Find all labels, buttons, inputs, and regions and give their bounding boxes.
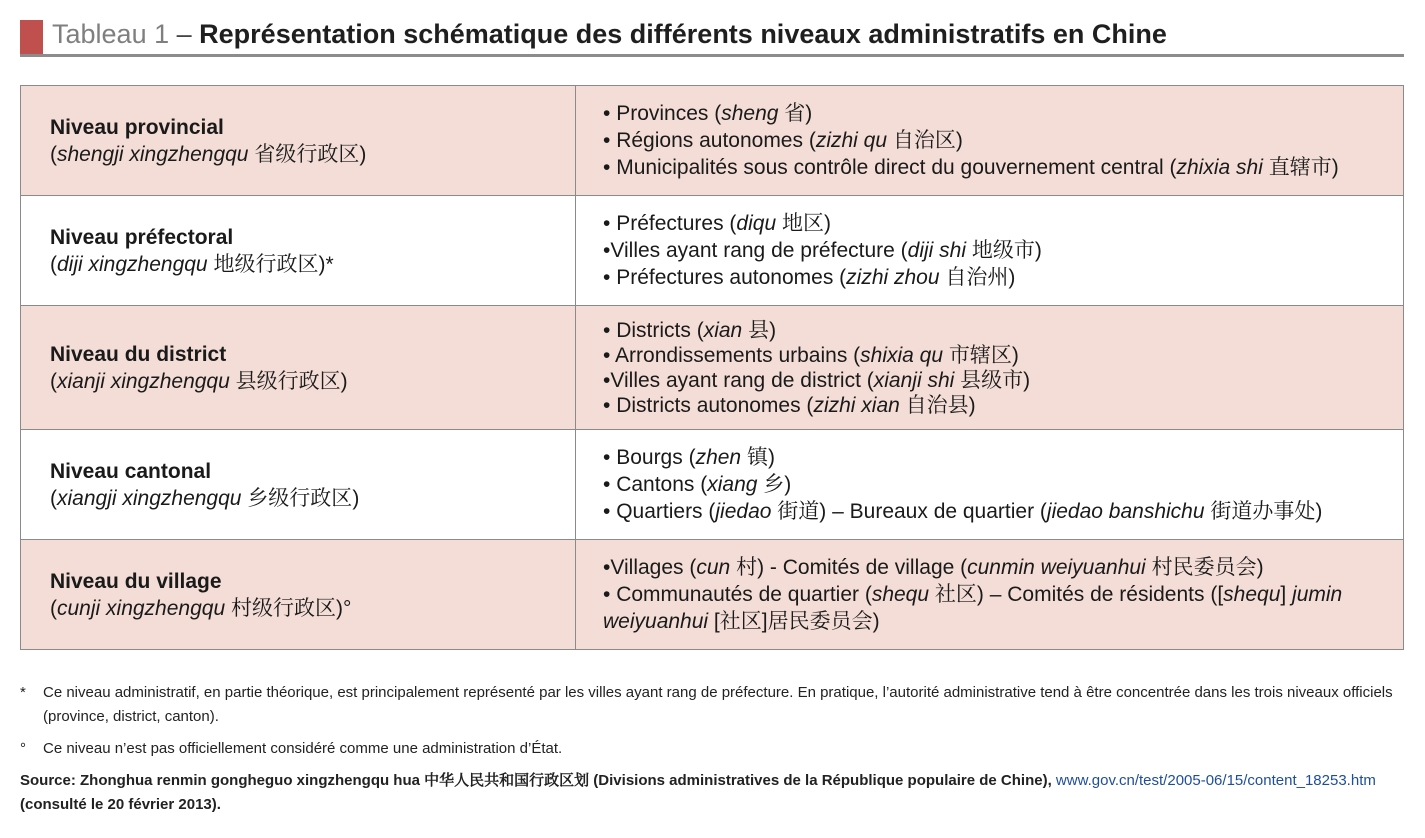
footnote-item (20, 681, 1404, 729)
list-item: •Villages (cun 村) - Comités de village (cunmin weiyuanhui 村民委员会) (603, 556, 1264, 579)
items-cell (576, 430, 1404, 540)
list-item: • Provinces (sheng 省) (603, 102, 813, 125)
table-row (21, 196, 1404, 306)
admin-levels-table (20, 85, 1404, 650)
page-title (52, 18, 1167, 50)
table-title-bar (20, 14, 1404, 57)
level-subtitle: (diji xingzhengqu 地级行政区)* (50, 252, 334, 276)
table-row (21, 430, 1404, 540)
table-row (21, 306, 1404, 430)
footnote-mark: ° (20, 740, 26, 757)
level-cell (21, 86, 576, 196)
footnote-item (20, 737, 1404, 761)
level-cell (21, 306, 576, 430)
list-item: • Quartiers (jiedao 街道) – Bureaux de quartier (jiedao banshichu 街道办事处) (603, 500, 1323, 523)
list-item: • Cantons (xiang 乡) (603, 473, 792, 496)
list-item: • Districts (xian 县) (603, 318, 777, 342)
list-item: • Communautés de quartier (shequ 社区) – Comités de résidents ([shequ] jumin weiyuanhui [社区]居民委员会) (603, 583, 1343, 633)
title-text: Représentation schématique des différents niveaux administratifs en Chine (199, 19, 1167, 49)
list-item: • Bourgs (zhen 镇) (603, 446, 775, 469)
level-name: Niveau cantonal (50, 459, 212, 483)
title-number: Tableau 1 (52, 19, 170, 49)
list-item: • Municipalités sous contrôle direct du gouvernement central (zhixia shi 直辖市) (603, 156, 1339, 179)
footnotes (20, 681, 1404, 817)
source-line (20, 769, 1404, 817)
level-name: Niveau provincial (50, 115, 224, 139)
footnote-text: Ce niveau n’est pas officiellement considéré comme une administration d’État. (43, 740, 563, 757)
items-cell (576, 306, 1404, 430)
level-cell (21, 430, 576, 540)
table-row (21, 86, 1404, 196)
footnote-text: Ce niveau administratif, en partie théorique, est principalement représenté par les villes ayant rang de préfecture. En pratique, l’autorité administrative tend à être concentrée dans les trois niveaux officiels (province, district, canton). (43, 684, 1393, 725)
level-cell (21, 540, 576, 650)
list-item: •Villes ayant rang de district (xianji shi 县级市) (603, 368, 1031, 392)
level-subtitle: (xianji xingzhengqu 县级行政区) (50, 369, 348, 393)
title-accent-block (20, 20, 43, 54)
level-name: Niveau du village (50, 569, 222, 593)
list-item: • Préfectures autonomes (zizhi zhou 自治州) (603, 266, 1016, 289)
source-suffix: (consulté le 20 février 2013). (20, 796, 221, 813)
list-item: • Préfectures (diqu 地区) (603, 212, 831, 235)
items-cell (576, 196, 1404, 306)
list-item: •Villes ayant rang de préfecture (diji shi 地级市) (603, 239, 1042, 262)
items-cell (576, 86, 1404, 196)
footnote-mark: * (20, 684, 26, 701)
list-item: • Districts autonomes (zizhi xian 自治县) (603, 393, 976, 417)
level-name: Niveau préfectoral (50, 225, 234, 249)
source-label: Source: Zhonghua renmin gongheguo xingzhengqu hua 中华人民共和国行政区划 (Divisions administratives de la République populaire de Chine), (20, 772, 1052, 789)
table-row (21, 540, 1404, 650)
level-subtitle: (cunji xingzhengqu 村级行政区)° (50, 596, 352, 620)
list-item: • Arrondissements urbains (shixia qu 市辖区) (603, 343, 1019, 367)
level-subtitle: (xiangji xingzhengqu 乡级行政区) (50, 486, 360, 510)
level-name: Niveau du district (50, 342, 227, 366)
items-cell (576, 540, 1404, 650)
title-separator: – (176, 19, 192, 49)
source-link[interactable]: www.gov.cn/test/2005-06/15/content_18253.htm (1055, 772, 1376, 789)
list-item: • Régions autonomes (zizhi qu 自治区) (603, 129, 963, 152)
level-subtitle: (shengji xingzhengqu 省级行政区) (50, 142, 367, 166)
level-cell (21, 196, 576, 306)
